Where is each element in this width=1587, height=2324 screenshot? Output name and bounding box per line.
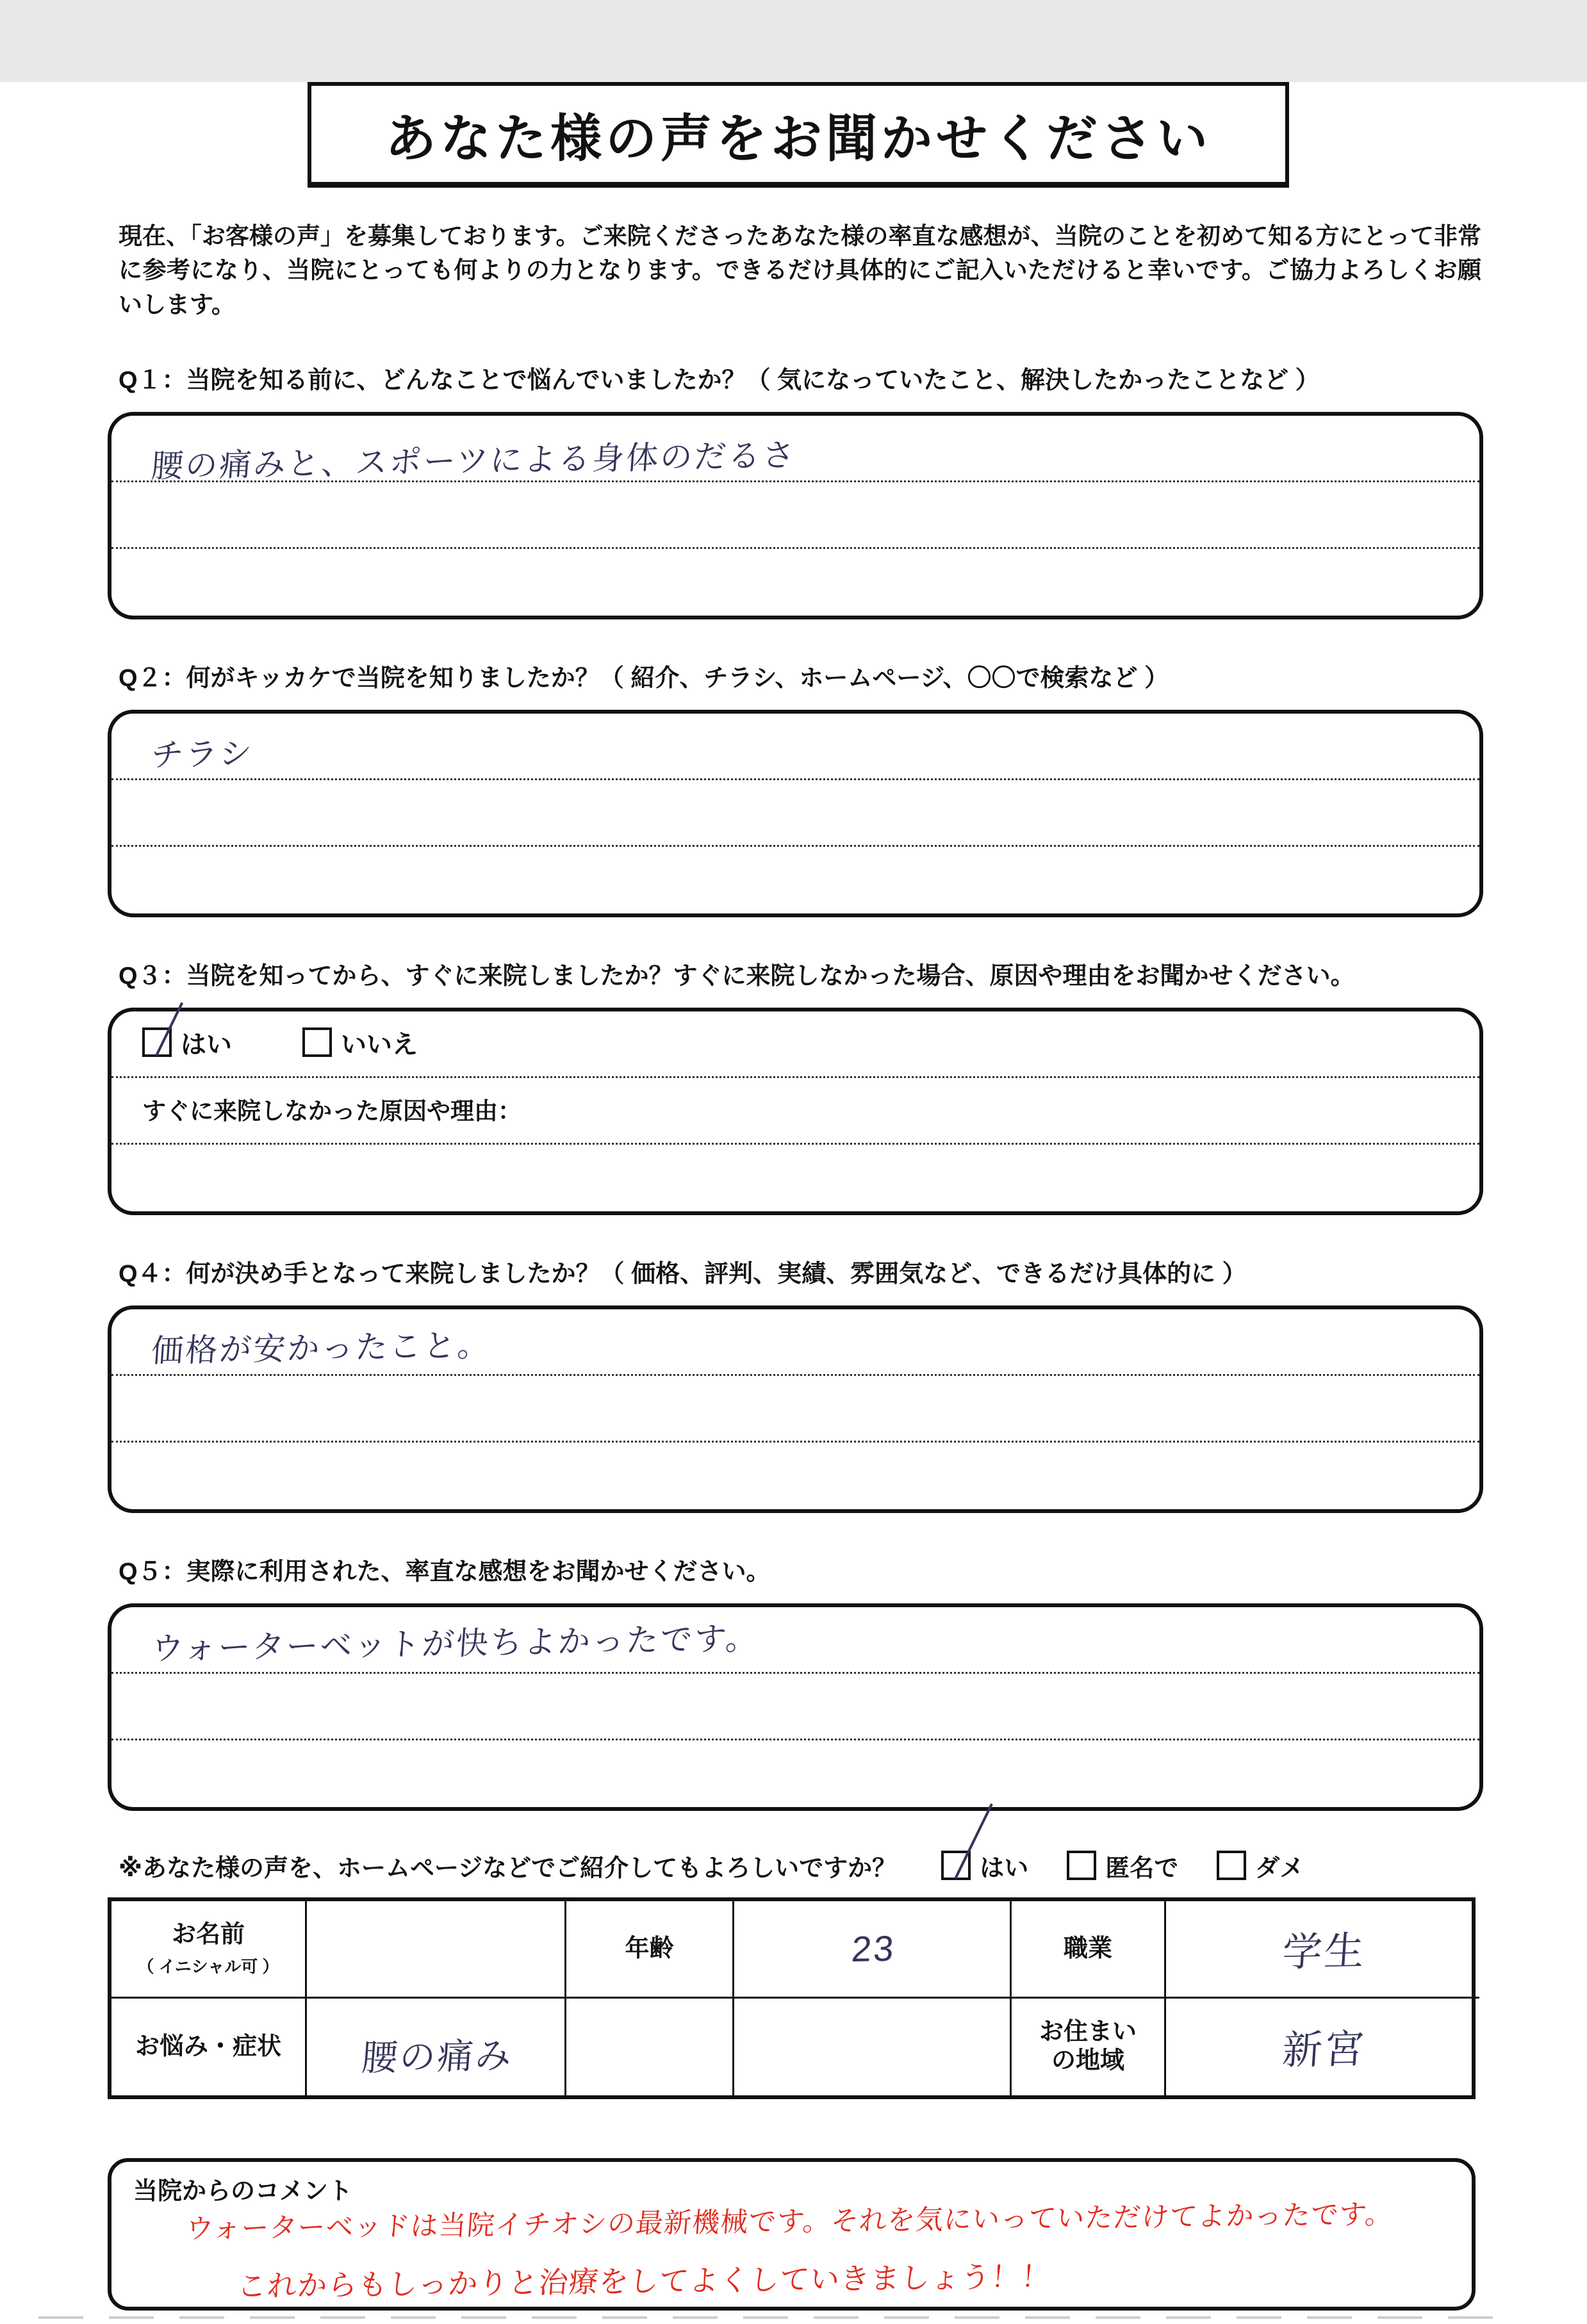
q3-option-yes[interactable] xyxy=(142,1024,232,1061)
q3-label: Q３：当院を知ってから、すぐに来院しましたか？すぐに来院しなかった場合、原因や理由をお聞かせください。 xyxy=(119,962,1355,990)
q3-answer-box[interactable] xyxy=(108,1008,1483,1215)
q4-answer-box[interactable] xyxy=(108,1305,1483,1513)
q1-answer-box[interactable] xyxy=(108,412,1483,619)
age-label-cell xyxy=(566,1901,734,1999)
pen-check-mark xyxy=(155,1002,183,1056)
empty-cell-2 xyxy=(734,1999,1012,2095)
q4-handwritten-answer: 価格が安かったこと。 xyxy=(150,1327,493,1369)
name-note: （ イニシャル可 ） xyxy=(137,1956,279,1976)
job-value-cell[interactable] xyxy=(1166,1901,1479,1999)
name-value-cell[interactable] xyxy=(307,1901,566,1999)
job-label-cell xyxy=(1012,1901,1166,1999)
consent-yes-checkbox[interactable] xyxy=(941,1851,971,1880)
q3-yes-checkbox[interactable] xyxy=(142,1027,172,1057)
area-value-cell[interactable] xyxy=(1166,1999,1479,2095)
q2-answer-line-1[interactable] xyxy=(111,714,1479,780)
q5-answer-line-2[interactable] xyxy=(111,1674,1479,1740)
name-label: お名前 xyxy=(171,1921,245,1948)
q1-handwritten-answer: 腰の痛みと、スポーツによる身体のだるさ xyxy=(150,437,798,484)
q1-answer-line-1[interactable] xyxy=(111,416,1479,482)
q1-answer-line-2[interactable] xyxy=(111,482,1479,549)
q5-answer-line-3[interactable] xyxy=(111,1740,1479,1807)
consent-no-checkbox[interactable] xyxy=(1217,1851,1246,1880)
consent-label: ※あなた様の声を、ホームページなどでご紹介してもよろしいですか？ xyxy=(119,1854,897,1882)
q5-answer-line-1[interactable] xyxy=(111,1607,1479,1674)
q2-answer-box[interactable] xyxy=(108,710,1483,917)
q1-answer-line-3[interactable] xyxy=(111,549,1479,616)
q5-label: Q５：実際に利用された、率直な感想をお聞かせください。 xyxy=(119,1558,771,1585)
q4-answer-line-3[interactable] xyxy=(111,1443,1479,1509)
symptom-label-cell xyxy=(111,1999,307,2095)
clinic-comment-line2: これからもしっかりと治療をしてよくしていきましょう！！ xyxy=(236,2259,1053,2303)
q3-option-no[interactable] xyxy=(302,1024,418,1061)
q3-no-label: いいえ xyxy=(341,1030,418,1059)
form-title-box xyxy=(308,82,1289,186)
q3-reason-label: すぐに来院しなかった原因や理由： xyxy=(142,1098,522,1125)
q4-label: Q４：何が決め手となって来院しましたか？（ 価格、評判、実績、雰囲気など、できるだけ具体的に ） xyxy=(119,1260,1247,1288)
consent-anonymous-checkbox[interactable] xyxy=(1067,1851,1096,1880)
intro-paragraph: 現在、「お客様の声」を募集しております。ご来院くださったあなた様の率直な感想が、当院のことを初めて知る方にとって非常に参考になり、当院にとっても何よりの力となります。できるだけ具体的にご記入いただけると幸いです。ご協力よろしくお願いします。 xyxy=(119,223,1481,318)
q5-handwritten-answer: ウォーターベットが快ちよかったです。 xyxy=(150,1620,761,1667)
profile-table xyxy=(108,1897,1476,2099)
scan-edge-artifact xyxy=(38,2316,1510,2319)
age-label: 年齢 xyxy=(625,1935,674,1962)
area-value: 新宮 xyxy=(1281,2027,1368,2073)
form-title: あなた様の声をお聞かせください xyxy=(385,110,1212,167)
clinic-comment-label: 当院からのコメント xyxy=(133,2177,353,2205)
q3-reason-label-row xyxy=(111,1078,1479,1145)
consent-option-no[interactable] xyxy=(1217,1848,1304,1883)
consent-no-label: ダメ xyxy=(1255,1854,1304,1882)
symptom-label: お悩み・症状 xyxy=(135,2033,281,2060)
age-value: 23 xyxy=(850,1927,897,1969)
clinic-comment-box xyxy=(108,2158,1476,2311)
q3-answer-line-3[interactable] xyxy=(111,1145,1479,1211)
symptom-value-cell[interactable] xyxy=(307,1999,566,2095)
q2-handwritten-answer: チラシ xyxy=(150,735,255,773)
job-label: 職業 xyxy=(1063,1935,1112,1962)
q3-no-checkbox[interactable] xyxy=(302,1027,332,1057)
area-label-cell xyxy=(1012,1999,1166,2095)
q2-answer-line-3[interactable] xyxy=(111,847,1479,913)
q5-answer-box[interactable] xyxy=(108,1603,1483,1811)
age-value-cell[interactable] xyxy=(734,1901,1012,1999)
area-label-line2: の地域 xyxy=(1051,2047,1124,2075)
q3-choice-row xyxy=(111,1011,1479,1078)
consent-yes-label: はい xyxy=(980,1854,1029,1882)
q4-answer-line-2[interactable] xyxy=(111,1376,1479,1443)
empty-cell-1 xyxy=(566,1999,734,2095)
job-value: 学生 xyxy=(1281,1929,1368,1975)
name-label-cell xyxy=(111,1901,307,1999)
q3-yes-label: はい xyxy=(181,1030,232,1059)
symptom-value: 腰の痛み xyxy=(360,2035,515,2079)
q2-answer-line-2[interactable] xyxy=(111,780,1479,847)
consent-anonymous-label: 匿名で xyxy=(1105,1854,1179,1882)
consent-option-yes[interactable] xyxy=(941,1848,1028,1883)
q4-answer-line-1[interactable] xyxy=(111,1309,1479,1376)
q2-label: Q２：何がキッカケで当院を知りましたか？（ 紹介、チラシ、ホームページ、〇〇で検索など ） xyxy=(119,664,1169,692)
clinic-comment-line1: ウォーターベッドは当院イチオシの最新機械です。それを気にいっていただけてよかったです。 xyxy=(185,2198,1395,2245)
area-label-line1: お住まい xyxy=(1039,2018,1137,2045)
consent-option-anonymous[interactable] xyxy=(1067,1848,1178,1883)
consent-row xyxy=(119,1848,1587,1883)
survey-form-page xyxy=(0,82,1587,2324)
q1-label: Q１：当院を知る前に、どんなことで悩んでいましたか？（ 気になっていたこと、解決したかったことなど ） xyxy=(119,366,1320,394)
